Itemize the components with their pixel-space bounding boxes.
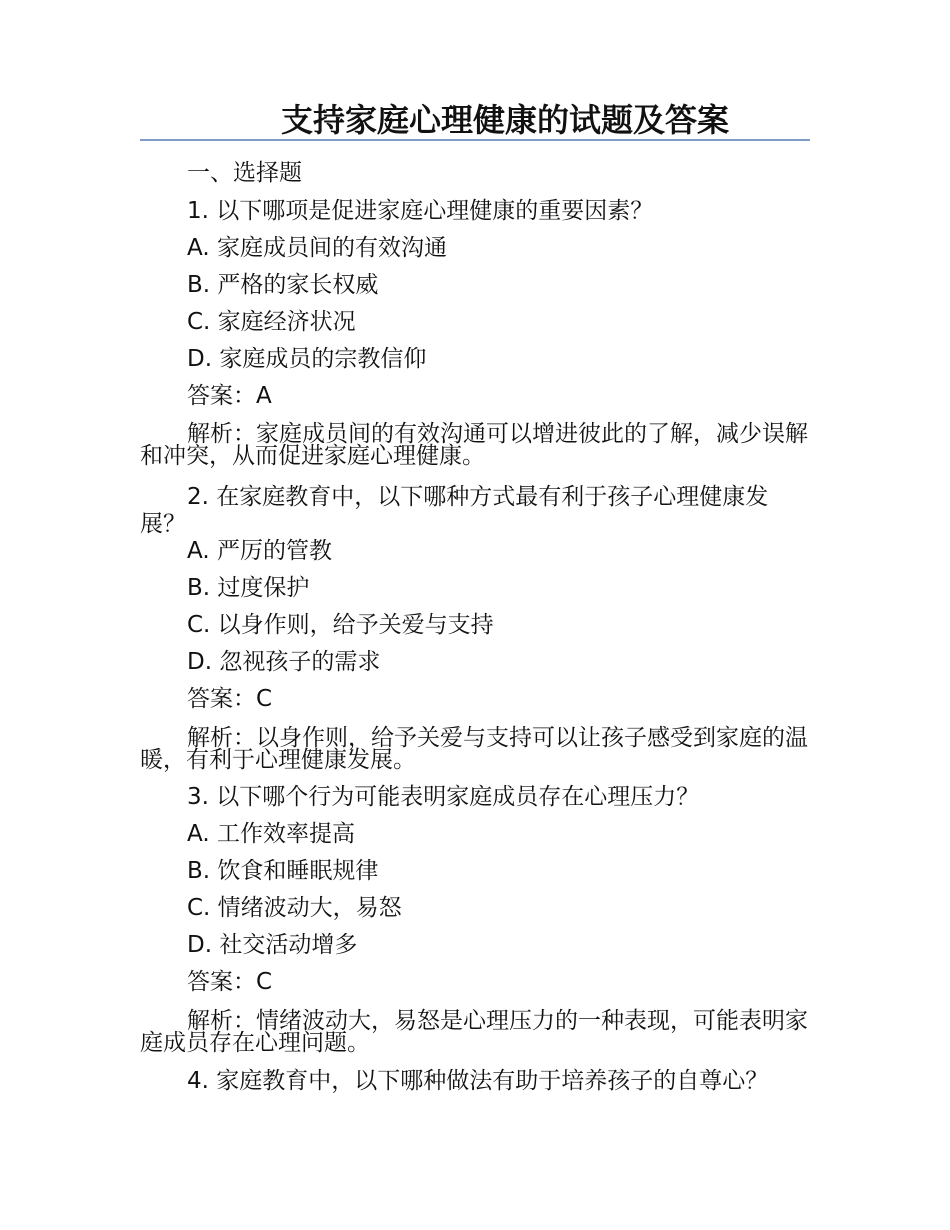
question-2-analysis: 解析：以身作则，给予关爱与支持可以让孩子感受到家庭的温暖，有利于心理健康发展。 — [140, 725, 808, 773]
question-2-option-b: B. 过度保护 — [187, 575, 310, 601]
question-1-analysis: 解析：家庭成员间的有效沟通可以增进彼此的了解，减少误解和冲突，从而促进家庭心理健康。 — [140, 421, 808, 469]
question-1-option-d: D. 家庭成员的宗教信仰 — [187, 346, 427, 372]
question-4-stem: 4. 家庭教育中，以下哪种做法有助于培养孩子的自尊心？ — [187, 1068, 769, 1094]
question-3-stem: 3. 以下哪个行为可能表明家庭成员存在心理压力？ — [187, 784, 700, 810]
question-3-option-c: C. 情绪波动大，易怒 — [187, 895, 402, 921]
question-2-option-a: A. 严厉的管教 — [187, 538, 332, 564]
question-3-answer: 答案：C — [187, 969, 273, 995]
question-2-option-c: C. 以身作则，给予关爱与支持 — [187, 612, 494, 638]
question-3-option-d: D. 社交活动增多 — [187, 932, 358, 958]
question-2-stem: 2. 在家庭教育中，以下哪种方式最有利于孩子心理健康发展？ — [140, 484, 769, 537]
question-1-option-b: B. 严格的家长权威 — [187, 272, 379, 298]
document-title: 支持家庭心理健康的试题及答案 — [280, 101, 729, 139]
question-1-answer: 答案：A — [187, 383, 272, 409]
question-2-option-d: D. 忽视孩子的需求 — [187, 649, 381, 675]
question-3-analysis: 解析：情绪波动大，易怒是心理压力的一种表现，可能表明家庭成员存在心理问题。 — [140, 1008, 808, 1056]
question-1-option-a: A. 家庭成员间的有效沟通 — [187, 235, 447, 261]
question-2-answer: 答案：C — [187, 686, 273, 712]
title-underline — [140, 139, 810, 141]
question-1-stem: 1. 以下哪项是促进家庭心理健康的重要因素？ — [187, 198, 654, 224]
section-heading: 一、选择题 — [187, 160, 302, 186]
question-1-option-c: C. 家庭经济状况 — [187, 309, 356, 335]
question-3-option-a: A. 工作效率提高 — [187, 821, 355, 847]
question-3-option-b: B. 饮食和睡眠规律 — [187, 858, 379, 884]
